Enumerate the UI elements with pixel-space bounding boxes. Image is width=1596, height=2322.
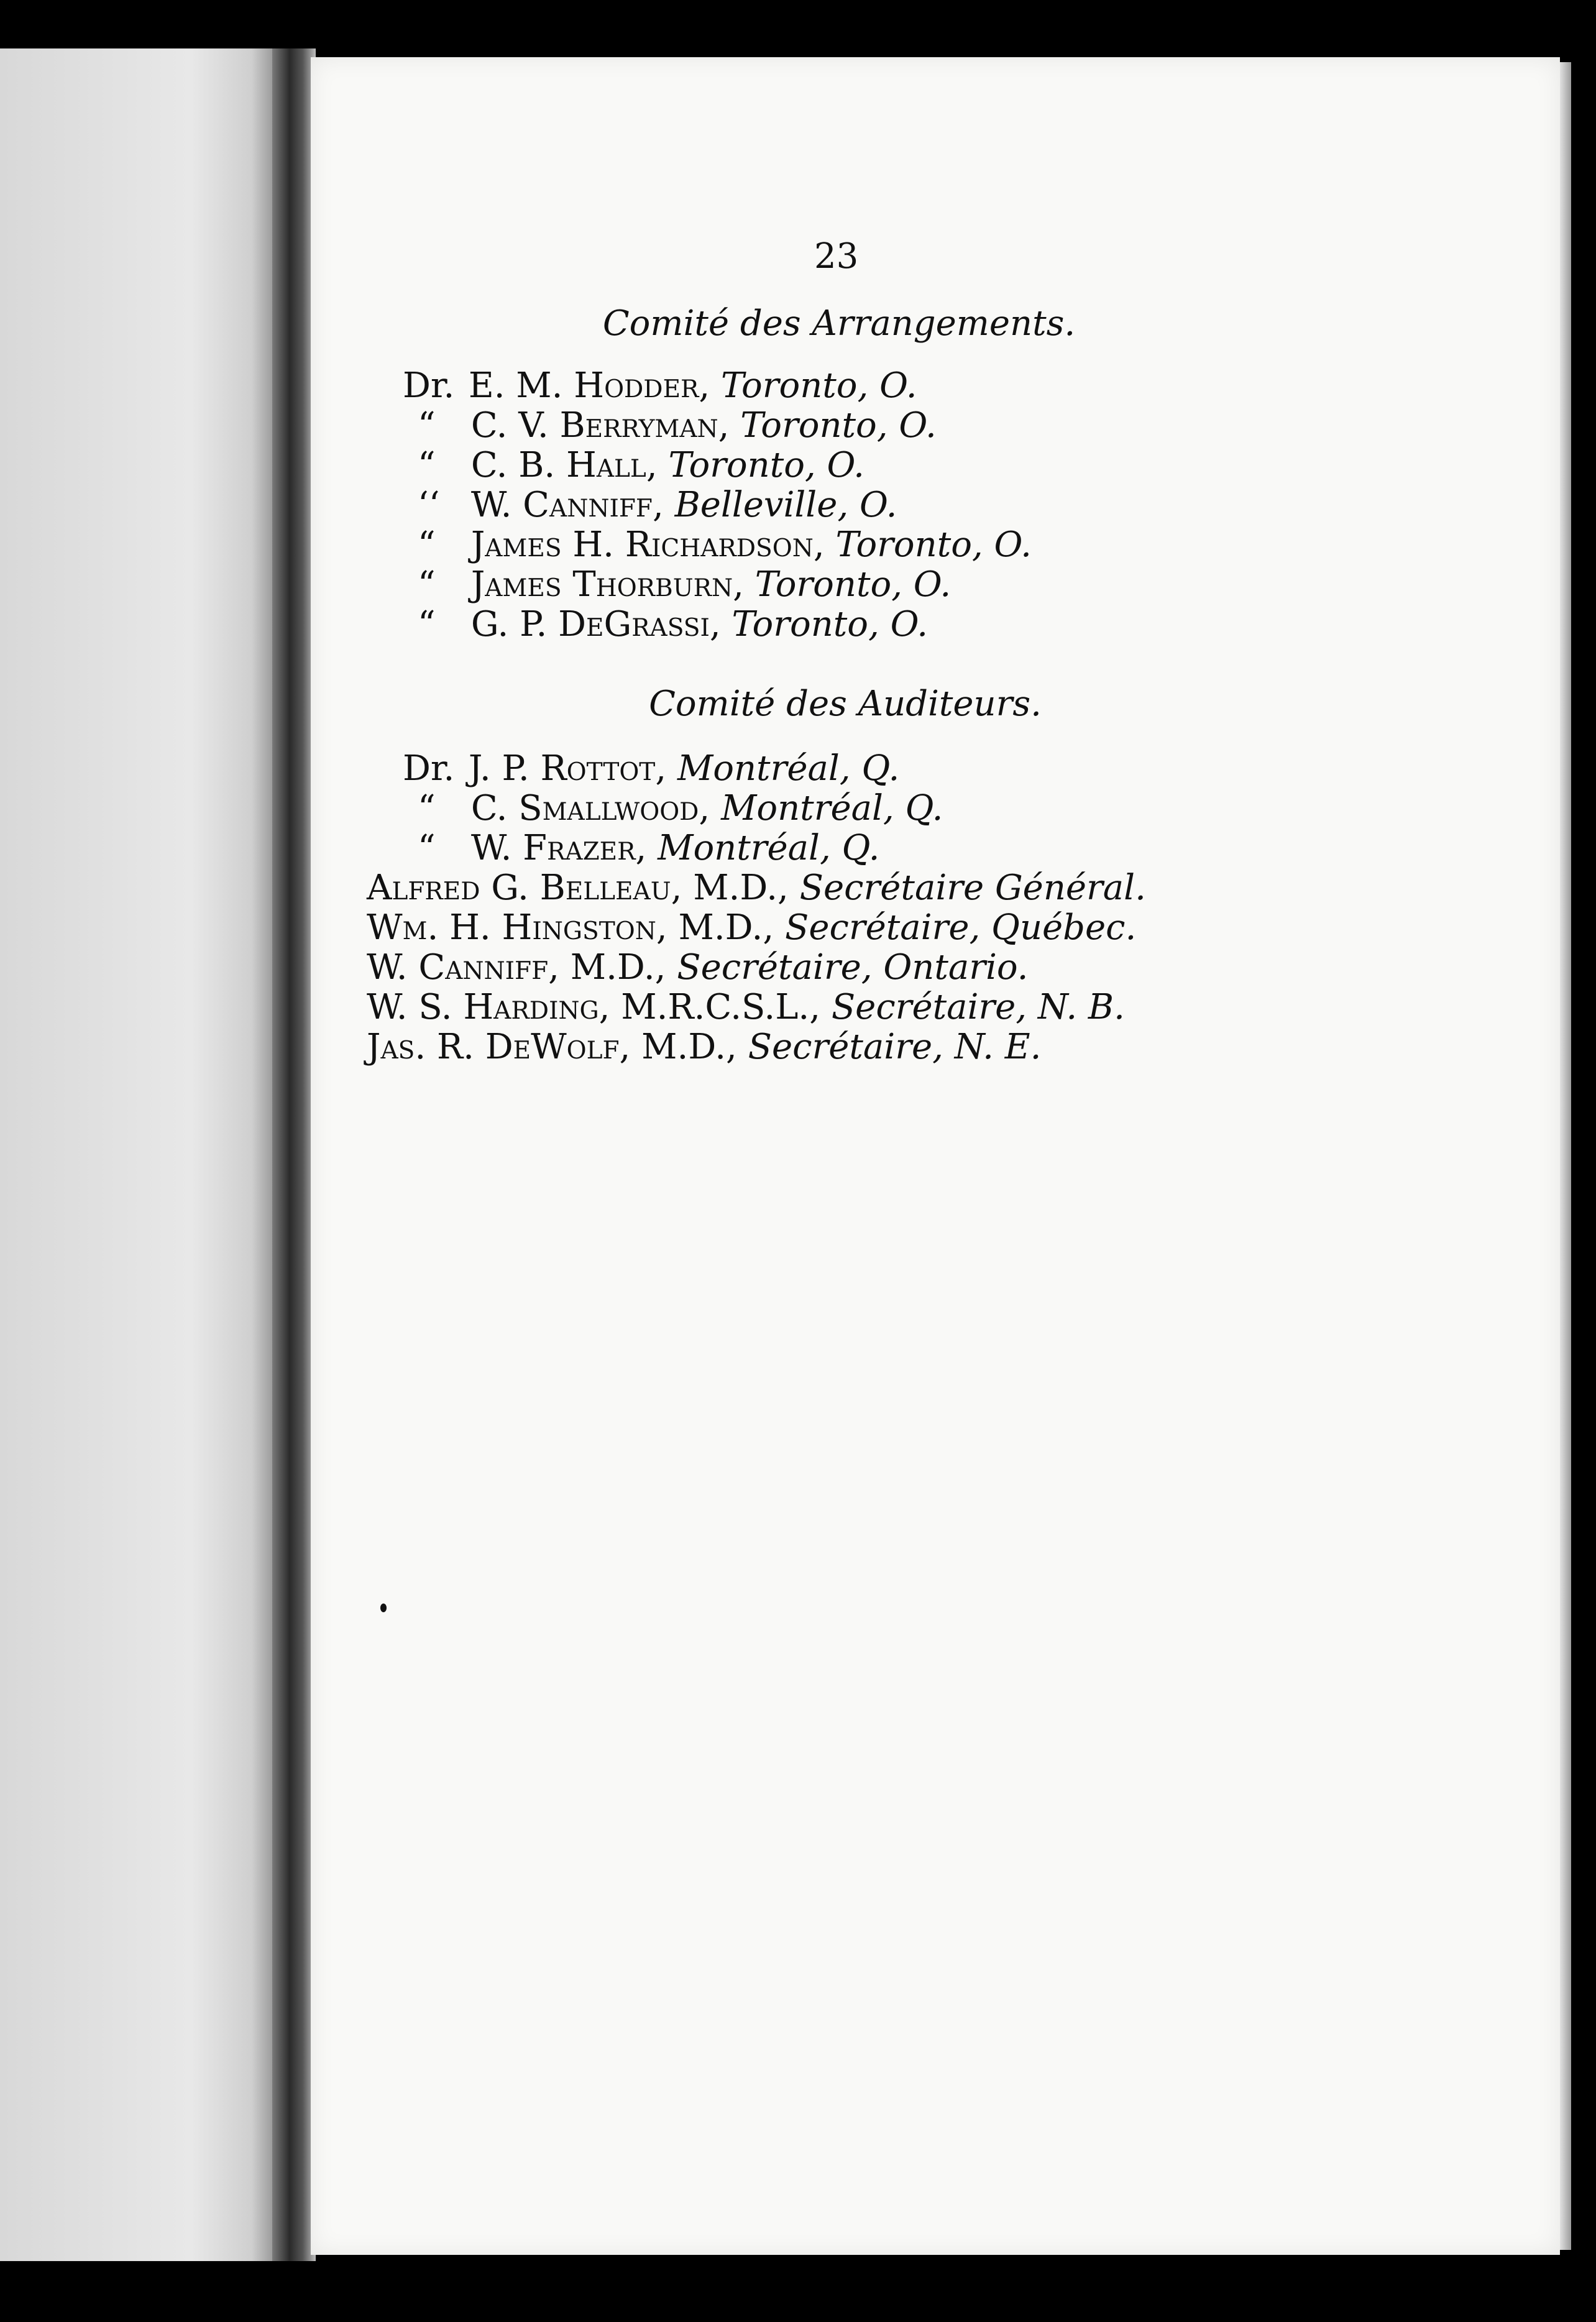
list-item: “ C. Smallwood, Montréal, Q. [418, 788, 943, 828]
section-heading-arrangements: Comité des Arrangements. [602, 303, 1076, 344]
list-item: “ C. B. Hall, Toronto, O. [418, 445, 864, 485]
secretary-line: W. S. Harding, M.R.C.S.L., Secrétaire, N. B. [367, 987, 1125, 1027]
section-heading-auditeurs: Comité des Auditeurs. [649, 684, 1042, 724]
page-number: 23 [814, 236, 859, 277]
list-item: “ C. V. Berryman, Toronto, O. [418, 405, 937, 446]
facing-page [0, 48, 273, 2261]
secretary-line: W. Canniff, M.D., Secrétaire, Ontario. [367, 947, 1029, 988]
list-item: “ G. P. DeGrassi, Toronto, O. [418, 604, 929, 645]
list-item: ‘‘ W. Canniff, Belleville, O. [418, 485, 897, 525]
page-edge [1560, 62, 1571, 2250]
list-item: Dr. E. M. Hodder, Toronto, O. [403, 365, 917, 406]
secretary-line: Alfred G. Belleau, M.D., Secrétaire Général. [367, 868, 1146, 908]
list-item: “ James Thorburn, Toronto, O. [418, 564, 952, 605]
ink-speck [380, 1604, 387, 1612]
list-item: Dr. J. P. Rottot, Montréal, Q. [403, 748, 900, 789]
secretary-line: Wm. H. Hingston, M.D., Secrétaire, Québec. [367, 907, 1137, 948]
secretary-line: Jas. R. DeWolf, M.D., Secrétaire, N. E. [367, 1027, 1042, 1067]
list-item: “ W. Frazer, Montréal, Q. [418, 828, 880, 868]
list-item: “ James H. Richardson, Toronto, O. [418, 525, 1032, 565]
book-gutter [272, 48, 316, 2261]
